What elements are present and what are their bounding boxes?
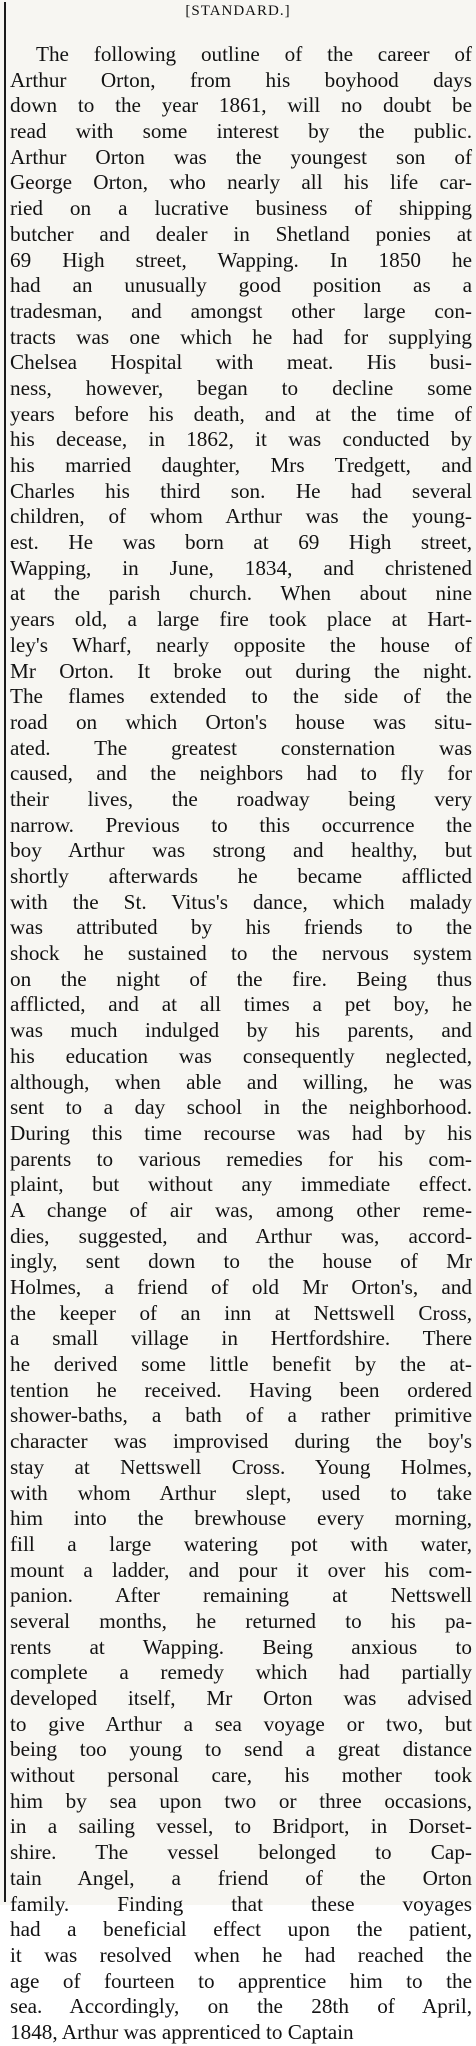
article-line: ness, however, began to decline some [10,375,472,400]
article-line: butcher and dealer in Shetland ponies at [10,221,472,246]
article-line: although, when able and willing, he was [10,1069,472,1094]
article-line: Arthur Orton, from his boyhood days [10,67,472,92]
article-line: ingly, sent down to the house of Mr [10,1249,472,1274]
article-line: parents to various remedies for his com- [10,1146,472,1171]
article-line: Holmes, a friend of old Mr Orton's, and [10,1275,472,1299]
article-line: on the night of the fire. Being thus [10,966,472,991]
article-line: his married daughter, Mrs Tredgett, and [10,453,472,477]
article-line: his education was consequently neglected, [10,1043,472,1068]
article-line: had a beneficial effect upon the patient, [10,1917,472,1942]
article-line: The following outline of the career of [36,42,472,66]
article-line: Mr Orton. It broke out during the night. [10,658,472,683]
article-body [10,42,472,2046]
article-line: afflicted, and at all times a pet boy, he [10,992,472,1017]
article-line: caused, and the neighbors had to fly for [10,761,472,786]
article-line: rents at Wapping. Being anxious to [10,1634,472,1659]
article-line: shock he sustained to the nervous system [10,941,472,966]
article-line: Chelsea Hospital with meat. His busi- [10,350,472,375]
article-line: shire. The vessel belonged to Cap- [10,1840,472,1865]
article-line: 1848, Arthur was apprenticed to Captain [10,2019,354,2044]
article-line: Wapping, in June, 1834, and christened [10,555,472,580]
article-line: tention he received. Having been ordered [10,1377,472,1402]
article-line: was attributed by his friends to the [10,915,472,940]
article-line: with whom Arthur slept, used to take [10,1480,472,1505]
article-line: children, of whom Arthur was the young- [10,504,472,529]
article-line: shortly afterwards he became afflicted [10,864,472,888]
article-line: him by sea upon two or three occasions, [10,1788,472,1813]
article-line: his decease, in 1862, it was conducted by [10,427,472,452]
article-line: ley's Wharf, nearly opposite the house of [10,632,472,657]
column-rule [4,2,6,1902]
article-line: mount a ladder, and pour it over his com- [10,1557,472,1582]
article-line: family. Finding that these voyages [10,1891,472,1916]
article-line: The flames extended to the side of the [10,684,472,709]
article-line: character was improvised during the boy's [10,1429,472,1454]
article-line: narrow. Previous to this occurrence the [10,812,472,837]
article-line: Arthur Orton was the youngest son of [10,144,472,169]
article-line: fill a large watering pot with water, [10,1531,472,1556]
article-line: road on which Orton's house was situ- [10,709,472,734]
article-line: it was resolved when he had reached the [10,1942,472,1967]
article-line: had an unusually good position as a [10,273,472,298]
article-line: him into the brewhouse every morning, [10,1506,472,1531]
article-line: 69 High street, Wapping. In 1850 he [10,247,472,272]
article-line: During this time recourse was had by his [10,1120,472,1145]
article-line: with the St. Vitus's dance, which malady [10,889,472,914]
article-line: was much indulged by his parents, and [10,1018,472,1043]
article-line: age of fourteen to apprentice him to the [10,1968,472,1993]
article-line: est. He was born at 69 High street, [10,530,472,555]
article-line: stay at Nettswell Cross. Young Holmes, [10,1454,472,1479]
article-line: tradesman, and amongst other large con- [10,298,472,323]
article-line: being too young to send a great distance [10,1737,472,1762]
article-line: tain Angel, a friend of the Orton [10,1865,472,1890]
article-line: several months, he returned to his pa- [10,1608,472,1633]
article-line: George Orton, who nearly all his life car- [10,170,472,195]
article-line: Charles his third son. He had several [10,478,472,503]
article-line: down to the year 1861, will no doubt be [10,93,472,118]
article-line: years before his death, and at the time of [10,401,472,426]
article-line: dies, suggested, and Arthur was, accord- [10,1223,472,1248]
article-line: their lives, the roadway being very [10,786,472,811]
article-line: developed itself, Mr Orton was advised [10,1686,472,1710]
article-line: at the parish church. When about nine [10,581,472,606]
article-line: complete a remedy which had partially [10,1660,472,1685]
article-line: read with some interest by the public. [10,119,472,144]
article-line: panion. After remaining at Nettswell [10,1583,472,1608]
article-line: sea. Accordingly, on the 28th of April, [10,1994,472,2019]
article-line: ried on a lucrative business of shipping [10,196,472,221]
article-line: in a sailing vessel, to Bridport, in Dorset- [10,1814,472,1839]
article-line: boy Arthur was strong and healthy, but [10,838,472,863]
article-line: a small village in Hertfordshire. There [10,1326,472,1351]
article-line: ated. The greatest consternation was [10,735,472,760]
article-line: shower-baths, a bath of a rather primitive [10,1403,472,1428]
article-line: without personal care, his mother took [10,1763,472,1788]
article-line: tracts was one which he had for supplying [10,324,472,349]
article-line: the keeper of an inn at Nettswell Cross, [10,1300,472,1325]
article-line: years old, a large fire took place at Hart- [10,607,472,632]
article-line: to give Arthur a sea voyage or two, but [10,1711,472,1736]
article-line: he derived some little benefit by the at- [10,1352,472,1377]
article-line: A change of air was, among other reme- [10,1197,472,1222]
source-header: [STANDARD.] [185,3,291,19]
article-line: sent to a day school in the neighborhood. [10,1095,472,1120]
article-line: plaint, but without any immediate effect. [10,1172,472,1197]
